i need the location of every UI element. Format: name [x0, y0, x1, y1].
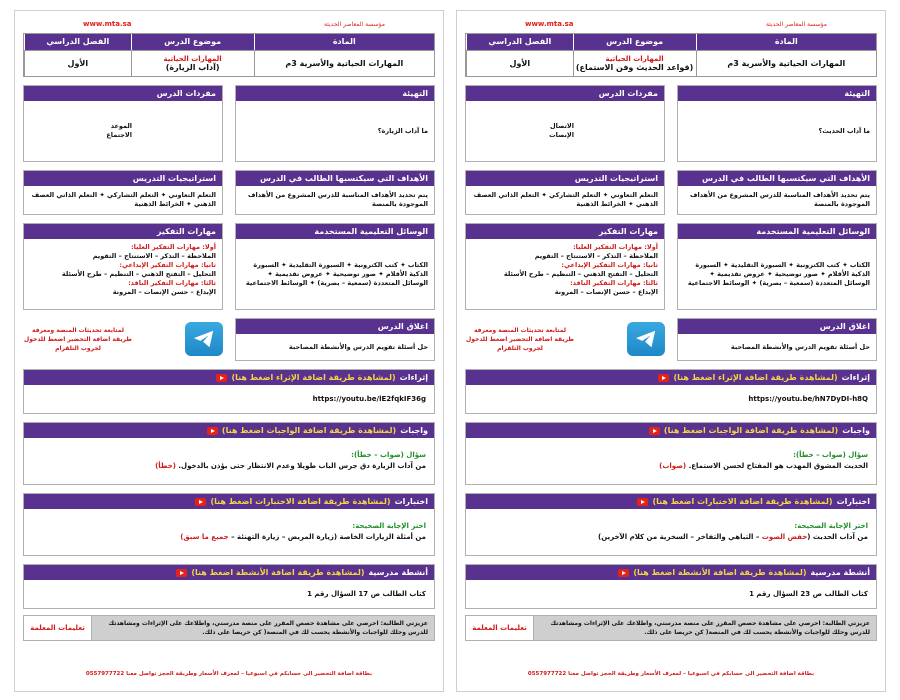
think-text: التحليل – التفتح الذهني – التنظيم – طرح الأسئلة — [503, 270, 658, 278]
think-text: الإبداع – حسن الإنصات – المرونة — [112, 288, 216, 296]
homework-prompt: سؤال (صواب – خطأ): — [793, 451, 868, 459]
youtube-icon[interactable] — [216, 374, 227, 382]
subject-value: المهارات الحياتية والأسرية 3م — [254, 50, 434, 76]
topic-value: المهارات الحياتية (قواعد الحديث وفن الاستماع) — [573, 50, 696, 76]
goals-box — [677, 170, 877, 215]
vocab-title: مفردات الدرس — [24, 86, 222, 101]
telegram-icon[interactable] — [627, 322, 665, 356]
tests-help-link[interactable]: (لمشاهدة طريقة اضافة الاختبارات اضغط هنا) — [652, 497, 833, 506]
lesson-sheet-left — [14, 10, 444, 692]
semester-value: الأول — [24, 50, 131, 76]
telegram-promo[interactable] — [23, 318, 223, 360]
site-url[interactable]: www.mta.sa — [83, 20, 132, 28]
subject-header: المادة — [696, 34, 876, 50]
activities-section — [23, 564, 435, 609]
homework-help-link[interactable]: (لمشاهدة طريقة اضافة الواجبات اضغط هنا) — [221, 426, 397, 435]
test-answer: جميع ما سبق) — [180, 533, 229, 541]
goals-text: يتم تحديد الأهداف المناسبة للدرس المشروع من الأهداف الموجودة بالمنصة — [689, 191, 870, 208]
vocab-box — [465, 85, 665, 162]
enrich-section — [23, 369, 435, 414]
org-name: مؤسسة المعاصر الحديثة — [765, 20, 827, 28]
enrich-help-link[interactable]: (لمشاهدة طريقة اضافة الإثراء اضغط هنا) — [673, 373, 838, 382]
notes-label: تعليمات المعلمة — [24, 616, 92, 640]
closing-text: حل أسئلة تقويم الدرس والأنشطة المصاحبة — [730, 342, 870, 351]
lesson-sheet-right — [456, 10, 886, 692]
semester-header: الفصل الدراسي — [466, 34, 573, 50]
homework-section — [465, 422, 877, 485]
media-box — [235, 223, 435, 310]
topic-header: موضوع الدرس — [131, 34, 254, 50]
activities-title: أنشطة مدرسية — [810, 568, 870, 577]
youtube-icon[interactable] — [618, 569, 629, 577]
enrich-section — [465, 369, 877, 414]
think-text: الملاحظة – التذكر – الاستنتاج – التقويم — [92, 252, 216, 260]
teacher-notes — [465, 615, 877, 641]
think-text: التحليل – التفتح الذهني – التنظيم – طرح الأسئلة — [61, 270, 216, 278]
think-heading: أولا: مهارات التفكير العليا: — [573, 243, 658, 251]
homework-answer: (صواب) — [659, 462, 687, 470]
strategies-text: التعلم التعاوني ✦ التعلم التشاركي ✦ التعلم الذاتي العصف الذهني ✦ الخرائط الذهنية — [31, 191, 216, 208]
youtube-icon[interactable] — [649, 427, 660, 435]
media-box — [677, 223, 877, 310]
strategies-box — [23, 170, 223, 215]
sheet-topline — [23, 17, 435, 31]
semester-header: الفصل الدراسي — [24, 34, 131, 50]
closing-title: اغلاق الدرس — [236, 319, 434, 334]
goals-text: يتم تحديد الأهداف المناسبة للدرس المشروع من الأهداف الموجودة بالمنصة — [247, 191, 428, 208]
youtube-icon[interactable] — [637, 498, 648, 506]
notes-text: عزيزتي الطالبة: احرصي على مشاهدة حصص المقرر على منصة مدرستي، واطلاعك على الإثراءات ومشاهدتك للدرس وحلك للواجبات والأنشطة يحسب لك في المنصة( كن حريصا على ذلك. — [534, 616, 876, 640]
intro-text: ما آداب الحديث؟ — [818, 126, 870, 135]
homework-title: واجبات — [400, 426, 428, 435]
intro-box — [235, 85, 435, 162]
tests-title: اختبارات — [394, 497, 428, 506]
activity-text: كتاب الطالب ص 23 السؤال رقم 1 — [749, 589, 868, 598]
notes-label: تعليمات المعلمة — [466, 616, 534, 640]
media-title: الوسائل التعليمية المستخدمة — [236, 224, 434, 239]
goals-title: الأهداف التي سيكتسبها الطالب في الدرس — [678, 171, 876, 186]
intro-text: ما آداب الزيارة؟ — [377, 126, 428, 135]
thinking-box — [465, 223, 665, 310]
topic-value: المهارات الحياتية (آداب الزيارة) — [131, 50, 254, 76]
think-heading: ثانيا: مهارات التفكير الإبداعي: — [561, 261, 658, 269]
test-prompt: اختر الإجابة الصحيحة: — [352, 522, 426, 530]
telegram-promo[interactable] — [465, 318, 665, 360]
vocab-box — [23, 85, 223, 162]
subject-header: المادة — [254, 34, 434, 50]
tests-section — [23, 493, 435, 556]
lesson-header-table — [23, 33, 435, 77]
semester-value: الأول — [466, 50, 573, 76]
goals-box — [235, 170, 435, 215]
lesson-header-table — [465, 33, 877, 77]
homework-title: واجبات — [842, 426, 870, 435]
activities-section — [465, 564, 877, 609]
vocab-item: الاتصال — [550, 122, 574, 130]
homework-text: الحديث المشوق المهذب هو المفتاح لحسن الاستماع. — [688, 462, 868, 470]
vocab-item: الموعد — [110, 122, 132, 130]
intro-box — [677, 85, 877, 162]
enrich-title: إثراءات — [841, 373, 870, 382]
homework-help-link[interactable]: (لمشاهدة طريقة اضافة الواجبات اضغط هنا) — [663, 426, 839, 435]
strategies-title: استراتيجيات التدريس — [24, 171, 222, 186]
tests-help-link[interactable]: (لمشاهدة طريقة اضافة الاختبارات اضغط هنا) — [210, 497, 391, 506]
enrich-url[interactable]: https://youtu.be/lE2fqkIF36g — [312, 394, 426, 403]
think-text: الإبداع – حسن الإنصات – المرونة — [554, 288, 658, 296]
activities-help-link[interactable]: (لمشاهدة طريقة اضافة الأنشطة اضغط هنا) — [633, 568, 807, 577]
test-text: من أمثلة الزيارات الخاصة (زيارة المريض – زيارة التهنئة – — [231, 533, 426, 541]
closing-box — [677, 318, 877, 361]
enrich-title: إثراءات — [399, 373, 428, 382]
vocab-item: الإنصات — [549, 131, 574, 139]
topic-header: موضوع الدرس — [573, 34, 696, 50]
site-url[interactable]: www.mta.sa — [525, 20, 574, 28]
think-heading: أولا: مهارات التفكير العليا: — [131, 243, 216, 251]
media-text: الكتاب ✦ كتب الكترونية ✦ السبورة التقليدية ✦ السبورة الذكية الأقلام ✦ صور توضيحية ✦ عروض تقديمية ✦ الوسائل المتعددة (سمعية – بصرية) ✦ الوسائط الاجتماعية — [245, 260, 428, 287]
think-heading: ثالثا: مهارات التفكير الناقد: — [128, 279, 216, 287]
strategies-text: التعلم التعاوني ✦ التعلم التشاركي ✦ التعلم الذاتي العصف الذهني ✦ الخرائط الذهنية — [473, 191, 658, 208]
telegram-promo-text[interactable]: لمتابعة تحديثات المنصة ومعرفة طريقة اضافة التحضير اضغط للدخول لجروب التلقرام — [24, 326, 132, 352]
thinking-box — [23, 223, 223, 310]
tests-section — [465, 493, 877, 556]
homework-answer: (خطأ) — [155, 462, 176, 470]
vocab-title: مفردات الدرس — [466, 86, 664, 101]
media-text: الكتاب ✦ كتب الكترونية ✦ السبورة التقليدية ✦ السبورة الذكية الأقلام ✦ صور توضيحية ✦ عروض تقديمية ✦ الوسائل المتعددة (سمعية – بصرية) ✦ الوسائط الاجتماعية — [687, 260, 870, 287]
activity-text: كتاب الطالب ص 17 السؤال رقم 1 — [307, 589, 426, 598]
telegram-promo-text[interactable]: لمتابعة تحديثات المنصة ومعرفة طريقة اضافة التحضير اضغط للدخول لجروب التلقرام — [466, 326, 574, 352]
strategies-title: استراتيجيات التدريس — [466, 171, 664, 186]
homework-prompt: سؤال (صواب – خطأ): — [351, 451, 426, 459]
homework-section — [23, 422, 435, 485]
enrich-help-link[interactable]: (لمشاهدة طريقة اضافة الإثراء اضغط هنا) — [231, 373, 396, 382]
thinking-title: مهارات التفكير — [466, 224, 664, 239]
think-text: الملاحظة – التذكر – الاستنتاج – التقويم — [534, 252, 658, 260]
strategies-box — [465, 170, 665, 215]
sheet-topline — [465, 17, 877, 31]
test-prompt: اختر الإجابة الصحيحة: — [794, 522, 868, 530]
activities-help-link[interactable]: (لمشاهدة طريقة اضافة الأنشطة اضغط هنا) — [191, 568, 365, 577]
think-heading: ثانيا: مهارات التفكير الإبداعي: — [119, 261, 216, 269]
closing-box — [235, 318, 435, 361]
media-title: الوسائل التعليمية المستخدمة — [678, 224, 876, 239]
telegram-icon[interactable] — [185, 322, 223, 356]
test-answer: خفض الصوت — [761, 533, 808, 541]
notes-text: عزيزتي الطالبة: احرصي على مشاهدة حصص المقرر على منصة مدرستي، واطلاعك على الإثراءات ومشاهدتك للدرس وحلك للواجبات والأنشطة يحسب لك في المنصة( كن حريصا على ذلك. — [92, 616, 434, 640]
test-text: – التباهي والتفاخر – السخرية من كلام الآخرين) — [598, 533, 760, 541]
intro-title: التهيئة — [236, 86, 434, 101]
youtube-icon[interactable] — [195, 498, 206, 506]
footer-text: بطاقة اضافة التحضير الى حسابكم في اسبوعيا – لمعرف الأسعار وطريقة الحجز تواصل معنا 0557977722 — [85, 671, 373, 677]
org-name: مؤسسة المعاصر الحديثة — [323, 20, 385, 28]
activities-title: أنشطة مدرسية — [368, 568, 428, 577]
subject-value: المهارات الحياتية والأسرية 3م — [696, 50, 876, 76]
youtube-icon[interactable] — [176, 569, 187, 577]
test-text: من آداب الحديث ( — [807, 533, 868, 541]
teacher-notes — [23, 615, 435, 641]
homework-text: من آداب الزيارة دق جرس الباب طويلا وعدم الانتظار حتى يؤذن بالدخول. — [178, 462, 426, 470]
tests-title: اختبارات — [836, 497, 870, 506]
closing-text: حل أسئلة تقويم الدرس والأنشطة المصاحبة — [288, 342, 428, 351]
think-heading: ثالثا: مهارات التفكير الناقد: — [570, 279, 658, 287]
closing-title: اغلاق الدرس — [678, 319, 876, 334]
youtube-icon[interactable] — [658, 374, 669, 382]
vocab-item: الاجتماع — [106, 131, 132, 139]
goals-title: الأهداف التي سيكتسبها الطالب في الدرس — [236, 171, 434, 186]
thinking-title: مهارات التفكير — [24, 224, 222, 239]
intro-title: التهيئة — [678, 86, 876, 101]
enrich-url[interactable]: https://youtu.be/hN7DyDI-h8Q — [748, 394, 868, 403]
youtube-icon[interactable] — [207, 427, 218, 435]
footer-text: بطاقة اضافة التحضير الى حسابكم في اسبوعيا – لمعرف الأسعار وطريقة الحجز تواصل معنا 0557977722 — [527, 671, 815, 677]
